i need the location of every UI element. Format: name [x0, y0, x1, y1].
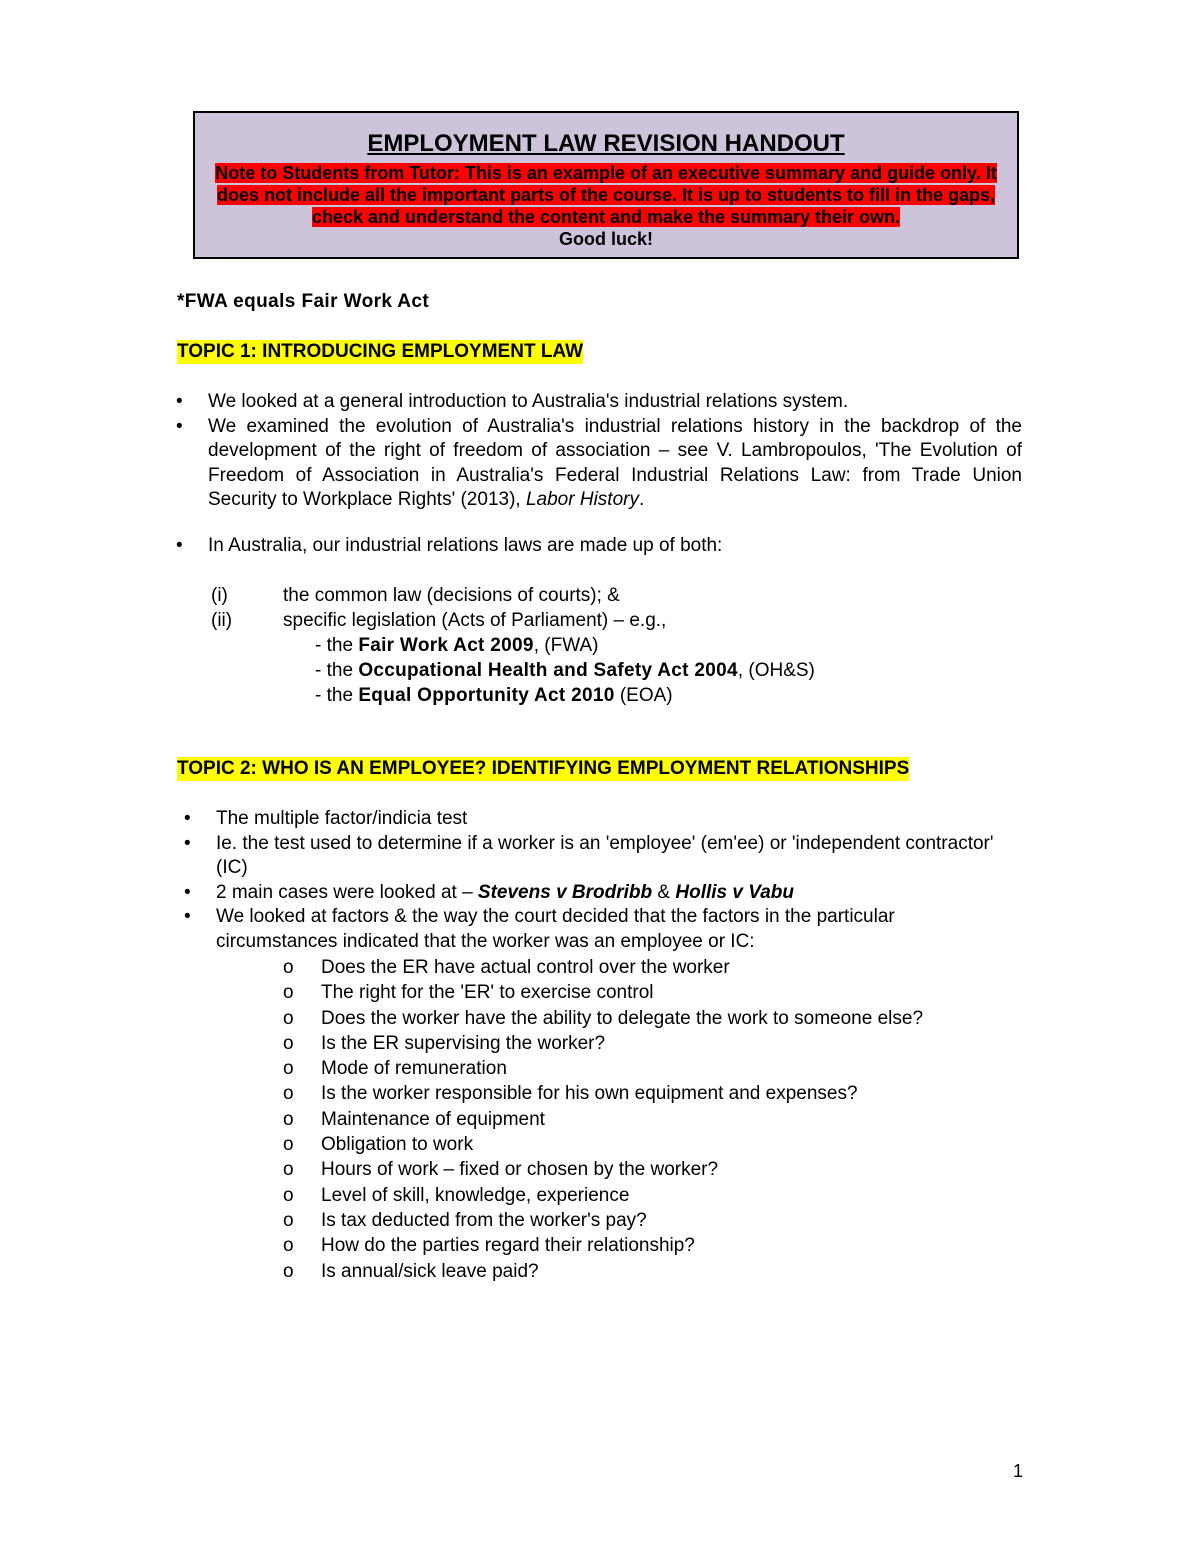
acts-list — [315, 633, 815, 708]
topic1-bullets — [176, 390, 1022, 513]
circle-bullet-icon: o — [283, 1108, 294, 1130]
circle-bullet-icon: o — [283, 1007, 294, 1029]
list-item: • In Australia, our industrial relations laws are made up of both: — [208, 534, 1022, 559]
tutor-note — [195, 162, 1017, 228]
journal-title: Labor History — [525, 489, 639, 510]
good-luck-text: Good luck! — [559, 229, 653, 249]
bullet-icon: • — [176, 535, 183, 556]
title-box — [193, 111, 1019, 259]
case-name: Stevens v Brodribb — [477, 881, 653, 903]
factors-list — [283, 955, 924, 1284]
bullet-icon: • — [184, 808, 191, 829]
factor-item: o Hours of work – fixed or chosen by the worker? — [321, 1157, 923, 1182]
list-item: (ii) specific legislation (Acts of Parliament) – e.g., — [211, 610, 667, 631]
list-item: • We examined the evolution of Australia's industrial relations history in the backdrop of the development of the right of freedom of association – see V. Lambropoulos, 'The Evolution of Freedom of Association in Australia's Federal Industrial Relations Law: from Trade Union Security to Workplace Rights' (2013), Labor History. — [176, 415, 1022, 510]
list-item: • The multiple factor/indicia test — [216, 807, 1016, 832]
factor-item: o Is the ER supervising the worker? — [321, 1031, 923, 1056]
topic1-bullets-2 — [176, 534, 1022, 559]
tutor-note-text: Note to Students from Tutor: This is an example of an executive summary and guide only. It does not include all the important parts of the course. It is up to students to fill in the gaps, check and understand the content and make the summary their own. — [215, 163, 997, 227]
list-item: • Ie. the test used to determine if a worker is an 'employee' (em'ee) or 'independent contractor' (IC) — [184, 832, 994, 878]
case-name: Hollis v Vabu — [675, 881, 794, 903]
list-item: (i) the common law (decisions of courts); & — [211, 585, 620, 606]
factor-item: o Level of skill, knowledge, experience — [321, 1183, 923, 1208]
circle-bullet-icon: o — [283, 1209, 294, 1231]
factor-item: o How do the parties regard their relationship? — [321, 1233, 923, 1258]
list-item: • We looked at a general introduction to Australia's industrial relations system. — [208, 390, 1022, 415]
law-sources-list — [211, 583, 666, 633]
circle-bullet-icon: o — [283, 1083, 294, 1105]
bullet-icon: • — [184, 881, 191, 903]
fwa-abbreviation-note: *FWA equals Fair Work Act — [177, 291, 430, 312]
circle-bullet-icon: o — [283, 957, 294, 978]
document-title: EMPLOYMENT LAW REVISION HANDOUT — [367, 130, 845, 157]
circle-bullet-icon: o — [283, 1159, 294, 1181]
bullet-icon: • — [184, 832, 191, 854]
circle-bullet-icon: o — [283, 982, 294, 1004]
list-item: - the Occupational Health and Safety Act 2004, (OH&S) — [315, 660, 815, 681]
factor-item: o Mode of remuneration — [321, 1056, 923, 1081]
list-item: - the Equal Opportunity Act 2010 (EOA) — [315, 685, 673, 706]
circle-bullet-icon: o — [283, 1134, 294, 1156]
circle-bullet-icon: o — [283, 1260, 294, 1282]
topic2-bullets — [184, 807, 1016, 954]
factor-item: o The right for the 'ER' to exercise control — [321, 980, 923, 1005]
list-item: - the Fair Work Act 2009, (FWA) — [315, 635, 599, 656]
bullet-icon: • — [176, 415, 183, 437]
factor-item: o Does the worker have the ability to delegate the work to someone else? — [321, 1006, 923, 1031]
factor-item: o Is tax deducted from the worker's pay? — [321, 1208, 923, 1233]
factor-item: o Maintenance of equipment — [321, 1107, 923, 1132]
topic1-heading: TOPIC 1: INTRODUCING EMPLOYMENT LAW — [177, 341, 584, 362]
topic2-heading: TOPIC 2: WHO IS AN EMPLOYEE? IDENTIFYING EMPLOYMENT RELATIONSHIPS — [177, 758, 910, 779]
list-item: • We looked at factors & the way the court decided that the factors in the particular circumstances indicated that the worker was an employee or IC: — [184, 906, 895, 952]
circle-bullet-icon: o — [283, 1058, 294, 1080]
factor-item: o Does the ER have actual control over the worker — [321, 955, 923, 980]
factor-item: o Is the worker responsible for his own equipment and expenses? — [321, 1081, 923, 1106]
factor-item: o Is annual/sick leave paid? — [321, 1259, 923, 1284]
circle-bullet-icon: o — [283, 1184, 294, 1206]
bullet-icon: • — [184, 906, 191, 927]
bullet-icon: • — [176, 391, 183, 412]
page-number: 1 — [1013, 1461, 1024, 1481]
circle-bullet-icon: o — [283, 1235, 294, 1257]
list-item: • 2 main cases were looked at – Stevens v Brodribb & Hollis v Vabu — [216, 881, 1016, 906]
circle-bullet-icon: o — [283, 1032, 294, 1054]
factor-item: o Obligation to work — [321, 1132, 923, 1157]
